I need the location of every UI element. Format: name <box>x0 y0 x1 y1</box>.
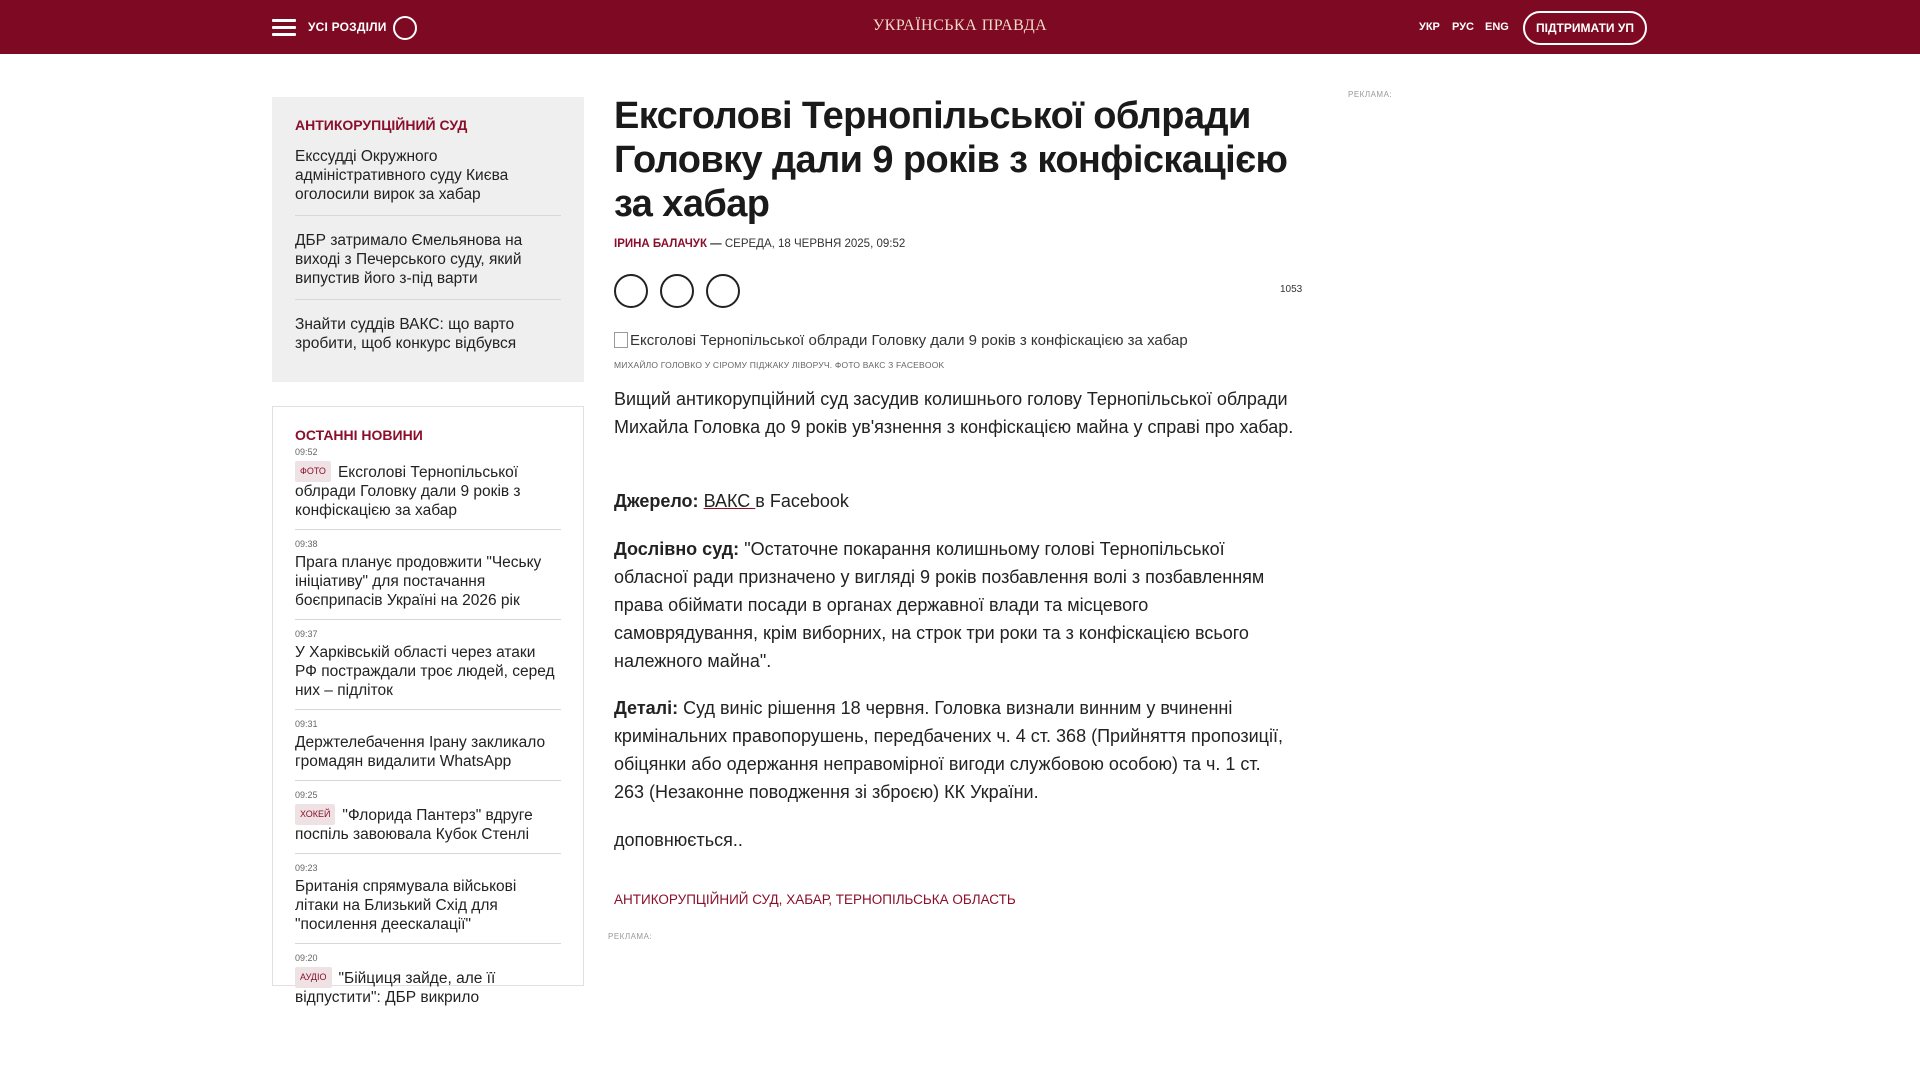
article-paragraph: Вищий антикорупційний суд засудив колишнього голову Тернопільської облради Михайла Головка до 9 років ув'язнення з конфіскацією майна у справі про хабар. <box>614 389 1294 437</box>
all-sections-link[interactable]: УСІ РОЗДІЛИ <box>308 20 387 34</box>
news-text: Британія спрямувала військові літаки на Близький Схід для "посилення деескалації" <box>295 878 517 933</box>
news-time: 09:31 <box>295 719 318 729</box>
latest-news-box <box>272 406 584 1006</box>
news-time: 09:20 <box>295 953 318 963</box>
lang-rus[interactable]: РУС <box>1452 21 1474 33</box>
byline: ІРИНА БАЛАЧУК — СЕРЕДА, 18 ЧЕРВНЯ 2025, 09:52 <box>614 238 906 250</box>
quote-label: Дослівно суд: <box>614 539 740 559</box>
latest-news-title[interactable]: ОСТАННІ НОВИНИ <box>295 427 423 443</box>
news-time: 09:37 <box>295 629 318 639</box>
source-label: Джерело: <box>614 491 699 511</box>
article-photo: Ексголові Тернопільської облради Головку дали 9 років з конфіскацією за хабар <box>614 332 1188 349</box>
views-count: 1053 <box>1280 284 1303 295</box>
broken-image-icon <box>614 332 628 348</box>
source-link[interactable]: ВАКС <box>703 491 756 511</box>
support-button[interactable]: ПІДТРИМАТИ УП <box>1523 11 1647 45</box>
news-time: 09:25 <box>295 790 318 800</box>
news-tag: АУДІО <box>295 967 332 988</box>
news-tag: ХОКЕЙ <box>295 804 335 825</box>
news-item[interactable] <box>295 790 561 854</box>
details-label: Деталі: <box>614 698 679 718</box>
news-text: АУДІО "Бійциця зайде, але її відпустити": ДБР викрило <box>295 967 561 1007</box>
details-paragraph: Деталі: Суд виніс рішення 18 червня. Головка визнали винним у вчиненні кримінальних правопорушень, передбачених ч. 4 ст. 368 (Прийняття пропозиції, обіцянки або одержання неправомірної вигоди службовою особою) та ч. 1 ст. 263 (Незаконне поводження зі зброєю) КК України. <box>614 698 1283 802</box>
ad-label-right: РЕКЛАМА: <box>1348 90 1393 99</box>
news-tag: ФОТО <box>295 461 331 482</box>
site-logo[interactable]: УКРАЇНСЬКА ПРАВДА <box>872 17 1048 34</box>
article-tags: АНТИКОРУПЦІЙНИЙ СУД, ХАБАР, ТЕРНОПІЛЬСЬКА ОБЛАСТЬ <box>614 892 1016 907</box>
share-twitter-icon[interactable] <box>660 274 694 308</box>
related-item[interactable]: ДБР затримало Ємельянова на виході з Печерського суду, який випустив його з-під варти <box>295 231 561 300</box>
news-text: Прага планує продовжити "Чеську ініціативу" для постачання боєприпасів Україні на 2026 рік <box>295 554 542 609</box>
site-header <box>0 0 1920 54</box>
tag-link[interactable]: ХАБАР <box>786 892 829 907</box>
news-text: ХОКЕЙ "Флорида Пантерз" вдруге поспіль завоювала Кубок Стенлі <box>295 804 561 844</box>
news-text: У Харківській області через атаки РФ постраждали троє людей, серед них – підліток <box>295 644 555 699</box>
news-item[interactable] <box>295 629 561 710</box>
news-item[interactable] <box>295 863 561 944</box>
tag-link[interactable]: АНТИКОРУПЦІЙНИЙ СУД <box>614 892 779 907</box>
photo-caption: МИХАЙЛО ГОЛОВКО У СІРОМУ ПІДЖАКУ ЛІВОРУЧ. ФОТО ВАКС З FACEBOOK <box>614 360 945 370</box>
news-time: 09:23 <box>295 863 318 873</box>
updating-note: доповнюється.. <box>614 830 743 850</box>
related-item[interactable]: Екссудді Окружного адміністративного суду Києва оголосили вирок за хабар <box>295 147 561 216</box>
lang-ukr[interactable]: УКР <box>1419 21 1440 33</box>
related-news-box <box>272 97 584 382</box>
news-item[interactable] <box>295 447 561 530</box>
news-text: Держтелебачення Ірану закликало громадян видалити WhatsApp <box>295 734 546 770</box>
news-text: ФОТО Ексголові Тернопільської облради Головку дали 9 років з конфіскацією за хабар <box>295 461 561 520</box>
news-time: 09:52 <box>295 447 318 457</box>
news-item[interactable] <box>295 953 561 1016</box>
news-item[interactable] <box>295 539 561 620</box>
publish-date: СЕРЕДА, 18 ЧЕРВНЯ 2025, 09:52 <box>724 238 906 250</box>
tag-link[interactable]: ТЕРНОПІЛЬСЬКА ОБЛАСТЬ <box>835 892 1016 907</box>
menu-icon[interactable] <box>272 19 296 37</box>
related-item[interactable]: Знайти суддів ВАКС: що варто зробити, щоб конкурс відбувся <box>295 316 517 352</box>
ad-label-bottom: РЕКЛАМА: <box>608 932 653 941</box>
article-headline: Ексголові Тернопільської облради Головку дали 9 років з конфіскацією за хабар <box>614 95 1288 225</box>
related-title[interactable]: АНТИКОРУПЦІЙНИЙ СУД <box>295 117 468 133</box>
quote-paragraph: Дослівно суд: "Остаточне покарання колишньому голові Тернопільської обласної ради призначено у вигляді 9 років позбавлення волі з позбавленням права обіймати посади в органах державної влади та місцевого самоврядування, крім виборних, на строк три роки та з конфіскацією всього належного майна". <box>614 539 1265 671</box>
news-item[interactable] <box>295 719 561 781</box>
search-icon[interactable] <box>393 16 417 40</box>
author-link[interactable]: ІРИНА БАЛАЧУК <box>614 238 707 250</box>
lang-eng[interactable]: ENG <box>1485 21 1509 33</box>
share-facebook-icon[interactable] <box>614 274 648 308</box>
share-telegram-icon[interactable] <box>706 274 740 308</box>
news-time: 09:38 <box>295 539 318 549</box>
source-paragraph: Джерело: ВАКС в Facebook <box>614 491 849 511</box>
